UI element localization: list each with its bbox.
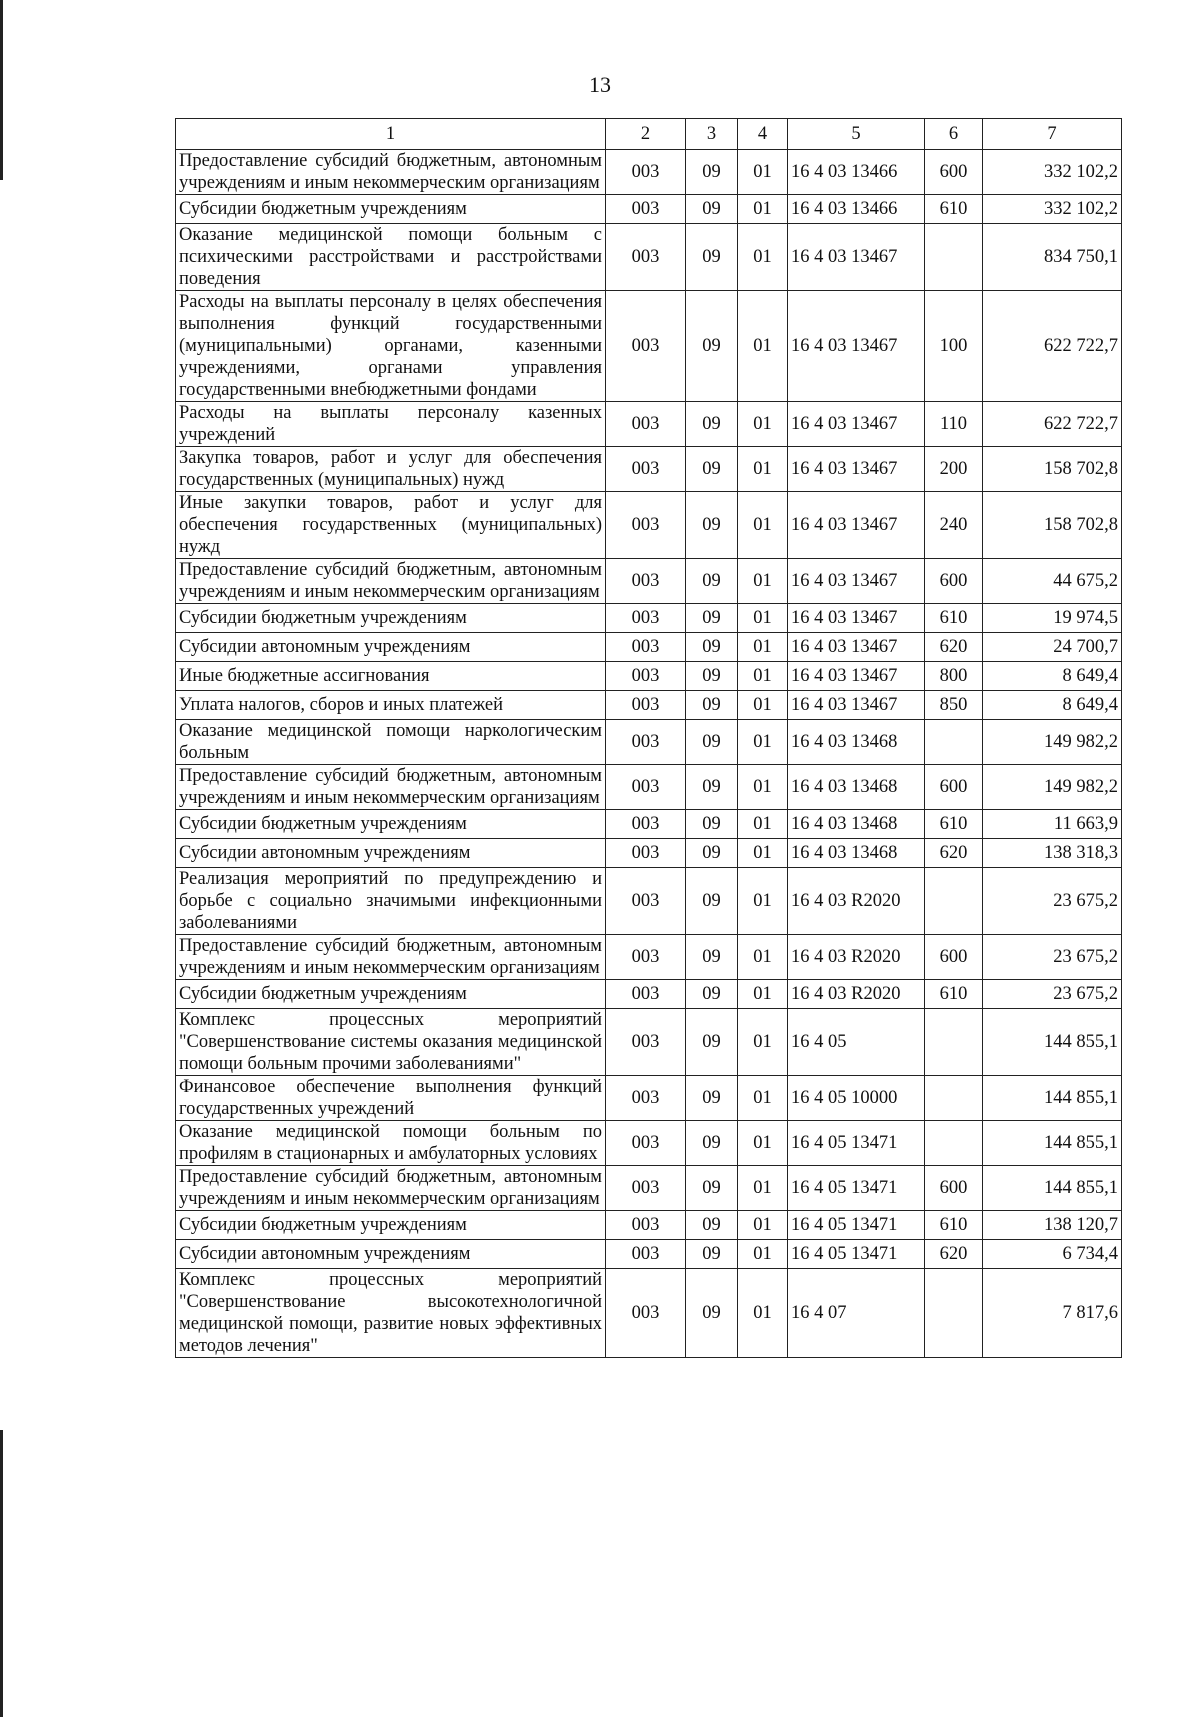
row-amount: 11 663,9 xyxy=(983,810,1122,839)
row-target-article: 16 4 03 13467 xyxy=(788,662,925,691)
row-name: Реализация мероприятий по предупреждению и борьбе с социально значимыми инфекционными заболеваниями xyxy=(176,868,606,935)
row-amount: 23 675,2 xyxy=(983,868,1122,935)
table-row xyxy=(176,1269,1122,1358)
row-subsection: 01 xyxy=(738,839,788,868)
row-amount: 834 750,1 xyxy=(983,224,1122,291)
row-target-article: 16 4 03 13467 xyxy=(788,559,925,604)
row-ministry: 003 xyxy=(606,447,686,492)
table-row xyxy=(176,765,1122,810)
row-name: Расходы на выплаты персоналу казенных учреждений xyxy=(176,402,606,447)
row-name: Предоставление субсидий бюджетным, автономным учреждениям и иным некоммерческим организациям xyxy=(176,150,606,195)
row-name: Иные бюджетные ассигнования xyxy=(176,662,606,691)
row-name: Закупка товаров, работ и услуг для обеспечения государственных (муниципальных) нужд xyxy=(176,447,606,492)
row-target-article: 16 4 03 13467 xyxy=(788,492,925,559)
table-row xyxy=(176,839,1122,868)
row-ministry: 003 xyxy=(606,150,686,195)
row-amount: 138 120,7 xyxy=(983,1211,1122,1240)
row-name: Расходы на выплаты персоналу в целях обеспечения выполнения функций государственными (муниципальными) органами, казенными учреждениями, органами управления государственными внебюджетными фондами xyxy=(176,291,606,402)
row-subsection: 01 xyxy=(738,1211,788,1240)
row-amount: 158 702,8 xyxy=(983,447,1122,492)
row-subsection: 01 xyxy=(738,402,788,447)
table-row xyxy=(176,1076,1122,1121)
row-amount: 7 817,6 xyxy=(983,1269,1122,1358)
row-ministry: 003 xyxy=(606,765,686,810)
row-subsection: 01 xyxy=(738,1166,788,1211)
row-expense-type: 610 xyxy=(925,604,983,633)
row-section: 09 xyxy=(686,1076,738,1121)
row-ministry: 003 xyxy=(606,935,686,980)
table-row xyxy=(176,1240,1122,1269)
row-expense-type: 600 xyxy=(925,935,983,980)
row-section: 09 xyxy=(686,839,738,868)
row-name: Субсидии автономным учреждениям xyxy=(176,839,606,868)
row-section: 09 xyxy=(686,447,738,492)
row-amount: 158 702,8 xyxy=(983,492,1122,559)
row-target-article: 16 4 03 13468 xyxy=(788,839,925,868)
row-expense-type: 100 xyxy=(925,291,983,402)
row-subsection: 01 xyxy=(738,559,788,604)
row-name: Предоставление субсидий бюджетным, автономным учреждениям и иным некоммерческим организациям xyxy=(176,559,606,604)
row-target-article: 16 4 03 R2020 xyxy=(788,980,925,1009)
row-subsection: 01 xyxy=(738,810,788,839)
row-ministry: 003 xyxy=(606,633,686,662)
row-ministry: 003 xyxy=(606,195,686,224)
row-subsection: 01 xyxy=(738,720,788,765)
row-name: Предоставление субсидий бюджетным, автономным учреждениям и иным некоммерческим организациям xyxy=(176,1166,606,1211)
row-expense-type xyxy=(925,720,983,765)
row-target-article: 16 4 03 13468 xyxy=(788,810,925,839)
row-ministry: 003 xyxy=(606,224,686,291)
row-amount: 144 855,1 xyxy=(983,1076,1122,1121)
row-section: 09 xyxy=(686,224,738,291)
row-section: 09 xyxy=(686,810,738,839)
row-ministry: 003 xyxy=(606,1211,686,1240)
row-name: Оказание медицинской помощи больным по профилям в стационарных и амбулаторных условиях xyxy=(176,1121,606,1166)
row-ministry: 003 xyxy=(606,839,686,868)
row-expense-type: 110 xyxy=(925,402,983,447)
header-cell: 1 xyxy=(176,119,606,150)
row-subsection: 01 xyxy=(738,492,788,559)
row-section: 09 xyxy=(686,662,738,691)
row-ministry: 003 xyxy=(606,1009,686,1076)
row-expense-type: 800 xyxy=(925,662,983,691)
table-row xyxy=(176,604,1122,633)
table-row xyxy=(176,447,1122,492)
row-ministry: 003 xyxy=(606,1269,686,1358)
row-name: Предоставление субсидий бюджетным, автономным учреждениям и иным некоммерческим организациям xyxy=(176,935,606,980)
row-target-article: 16 4 03 13467 xyxy=(788,604,925,633)
row-target-article: 16 4 03 13467 xyxy=(788,224,925,291)
table-row xyxy=(176,662,1122,691)
row-ministry: 003 xyxy=(606,559,686,604)
row-ministry: 003 xyxy=(606,1166,686,1211)
row-section: 09 xyxy=(686,980,738,1009)
row-amount: 138 318,3 xyxy=(983,839,1122,868)
row-amount: 144 855,1 xyxy=(983,1009,1122,1076)
row-amount: 8 649,4 xyxy=(983,662,1122,691)
row-ministry: 003 xyxy=(606,868,686,935)
row-subsection: 01 xyxy=(738,662,788,691)
row-expense-type: 600 xyxy=(925,150,983,195)
row-expense-type xyxy=(925,1121,983,1166)
row-section: 09 xyxy=(686,291,738,402)
row-expense-type: 610 xyxy=(925,980,983,1009)
row-section: 09 xyxy=(686,633,738,662)
row-name: Субсидии бюджетным учреждениям xyxy=(176,980,606,1009)
row-expense-type xyxy=(925,868,983,935)
row-section: 09 xyxy=(686,1121,738,1166)
row-amount: 149 982,2 xyxy=(983,765,1122,810)
table-row xyxy=(176,492,1122,559)
row-amount: 144 855,1 xyxy=(983,1121,1122,1166)
row-name: Предоставление субсидий бюджетным, автономным учреждениям и иным некоммерческим организациям xyxy=(176,765,606,810)
row-section: 09 xyxy=(686,492,738,559)
table-row xyxy=(176,402,1122,447)
row-target-article: 16 4 07 xyxy=(788,1269,925,1358)
row-subsection: 01 xyxy=(738,1076,788,1121)
row-amount: 6 734,4 xyxy=(983,1240,1122,1269)
row-subsection: 01 xyxy=(738,868,788,935)
row-expense-type: 600 xyxy=(925,1166,983,1211)
row-target-article: 16 4 03 13466 xyxy=(788,150,925,195)
row-section: 09 xyxy=(686,765,738,810)
row-subsection: 01 xyxy=(738,765,788,810)
row-target-article: 16 4 03 R2020 xyxy=(788,935,925,980)
row-section: 09 xyxy=(686,1211,738,1240)
row-target-article: 16 4 05 xyxy=(788,1009,925,1076)
row-target-article: 16 4 03 13467 xyxy=(788,691,925,720)
row-subsection: 01 xyxy=(738,1009,788,1076)
row-section: 09 xyxy=(686,1166,738,1211)
row-section: 09 xyxy=(686,604,738,633)
row-target-article: 16 4 05 13471 xyxy=(788,1240,925,1269)
row-expense-type: 610 xyxy=(925,1211,983,1240)
header-cell: 5 xyxy=(788,119,925,150)
row-target-article: 16 4 05 10000 xyxy=(788,1076,925,1121)
row-ministry: 003 xyxy=(606,720,686,765)
row-target-article: 16 4 05 13471 xyxy=(788,1166,925,1211)
row-section: 09 xyxy=(686,1240,738,1269)
table-row xyxy=(176,1009,1122,1076)
row-target-article: 16 4 03 13467 xyxy=(788,447,925,492)
table-row xyxy=(176,691,1122,720)
row-expense-type: 200 xyxy=(925,447,983,492)
table-row xyxy=(176,980,1122,1009)
row-amount: 44 675,2 xyxy=(983,559,1122,604)
row-ministry: 003 xyxy=(606,291,686,402)
row-expense-type: 620 xyxy=(925,633,983,662)
table-row xyxy=(176,810,1122,839)
row-target-article: 16 4 05 13471 xyxy=(788,1121,925,1166)
row-amount: 332 102,2 xyxy=(983,195,1122,224)
row-amount: 332 102,2 xyxy=(983,150,1122,195)
row-name: Оказание медицинской помощи наркологическим больным xyxy=(176,720,606,765)
row-subsection: 01 xyxy=(738,447,788,492)
table-row xyxy=(176,150,1122,195)
row-section: 09 xyxy=(686,150,738,195)
row-expense-type: 600 xyxy=(925,765,983,810)
row-name: Субсидии автономным учреждениям xyxy=(176,633,606,662)
table-row xyxy=(176,633,1122,662)
row-ministry: 003 xyxy=(606,1076,686,1121)
row-subsection: 01 xyxy=(738,291,788,402)
row-expense-type xyxy=(925,1076,983,1121)
budget-table xyxy=(175,118,1122,1358)
row-ministry: 003 xyxy=(606,604,686,633)
table-row xyxy=(176,291,1122,402)
row-ministry: 003 xyxy=(606,1240,686,1269)
page-number: 13 xyxy=(589,72,611,97)
row-target-article: 16 4 03 13468 xyxy=(788,765,925,810)
row-amount: 24 700,7 xyxy=(983,633,1122,662)
row-expense-type: 240 xyxy=(925,492,983,559)
row-section: 09 xyxy=(686,1269,738,1358)
table-row xyxy=(176,224,1122,291)
row-section: 09 xyxy=(686,402,738,447)
row-section: 09 xyxy=(686,1009,738,1076)
header-cell: 2 xyxy=(606,119,686,150)
header-cell: 3 xyxy=(686,119,738,150)
row-ministry: 003 xyxy=(606,1121,686,1166)
row-target-article: 16 4 03 13468 xyxy=(788,720,925,765)
row-expense-type xyxy=(925,1269,983,1358)
row-section: 09 xyxy=(686,935,738,980)
row-name: Комплекс процессных мероприятий "Совершенствование высокотехнологичной медицинской помощи, развитие новых эффективных методов лечения" xyxy=(176,1269,606,1358)
row-section: 09 xyxy=(686,720,738,765)
row-section: 09 xyxy=(686,559,738,604)
row-amount: 622 722,7 xyxy=(983,291,1122,402)
row-name: Комплекс процессных мероприятий "Совершенствование системы оказания медицинской помощи больным прочими заболеваниями" xyxy=(176,1009,606,1076)
table-row xyxy=(176,195,1122,224)
row-name: Иные закупки товаров, работ и услуг для обеспечения государственных (муниципальных) нужд xyxy=(176,492,606,559)
table-row xyxy=(176,1121,1122,1166)
row-section: 09 xyxy=(686,868,738,935)
header-cell: 7 xyxy=(983,119,1122,150)
row-amount: 8 649,4 xyxy=(983,691,1122,720)
row-target-article: 16 4 03 13466 xyxy=(788,195,925,224)
row-amount: 23 675,2 xyxy=(983,980,1122,1009)
row-subsection: 01 xyxy=(738,195,788,224)
row-amount: 19 974,5 xyxy=(983,604,1122,633)
row-amount: 144 855,1 xyxy=(983,1166,1122,1211)
row-name: Субсидии бюджетным учреждениям xyxy=(176,1211,606,1240)
row-expense-type: 610 xyxy=(925,810,983,839)
row-name: Субсидии бюджетным учреждениям xyxy=(176,195,606,224)
row-subsection: 01 xyxy=(738,1121,788,1166)
row-name: Субсидии автономным учреждениям xyxy=(176,1240,606,1269)
table-row xyxy=(176,1211,1122,1240)
row-expense-type xyxy=(925,1009,983,1076)
table-row xyxy=(176,935,1122,980)
row-section: 09 xyxy=(686,195,738,224)
row-subsection: 01 xyxy=(738,691,788,720)
table-row xyxy=(176,720,1122,765)
row-amount: 622 722,7 xyxy=(983,402,1122,447)
row-amount: 23 675,2 xyxy=(983,935,1122,980)
row-amount: 149 982,2 xyxy=(983,720,1122,765)
row-expense-type: 600 xyxy=(925,559,983,604)
row-expense-type: 620 xyxy=(925,1240,983,1269)
row-expense-type: 620 xyxy=(925,839,983,868)
row-section: 09 xyxy=(686,691,738,720)
table-body xyxy=(176,150,1122,1358)
row-ministry: 003 xyxy=(606,810,686,839)
row-subsection: 01 xyxy=(738,1269,788,1358)
row-name: Уплата налогов, сборов и иных платежей xyxy=(176,691,606,720)
header-cell: 4 xyxy=(738,119,788,150)
row-ministry: 003 xyxy=(606,662,686,691)
row-ministry: 003 xyxy=(606,402,686,447)
row-name: Финансовое обеспечение выполнения функций государственных учреждений xyxy=(176,1076,606,1121)
row-target-article: 16 4 03 13467 xyxy=(788,633,925,662)
row-ministry: 003 xyxy=(606,492,686,559)
row-name: Оказание медицинской помощи больным с психическими расстройствами и расстройствами поведения xyxy=(176,224,606,291)
row-ministry: 003 xyxy=(606,980,686,1009)
row-subsection: 01 xyxy=(738,935,788,980)
row-name: Субсидии бюджетным учреждениям xyxy=(176,810,606,839)
header-cell: 6 xyxy=(925,119,983,150)
table-header-row xyxy=(176,119,1122,150)
row-subsection: 01 xyxy=(738,224,788,291)
table-row xyxy=(176,1166,1122,1211)
row-target-article: 16 4 03 13467 xyxy=(788,291,925,402)
row-subsection: 01 xyxy=(738,604,788,633)
row-name: Субсидии бюджетным учреждениям xyxy=(176,604,606,633)
scan-margin-line-bottom xyxy=(0,1430,3,1717)
row-expense-type xyxy=(925,224,983,291)
row-ministry: 003 xyxy=(606,691,686,720)
row-subsection: 01 xyxy=(738,633,788,662)
row-expense-type: 610 xyxy=(925,195,983,224)
row-expense-type: 850 xyxy=(925,691,983,720)
row-subsection: 01 xyxy=(738,150,788,195)
table-row xyxy=(176,868,1122,935)
row-target-article: 16 4 05 13471 xyxy=(788,1211,925,1240)
row-subsection: 01 xyxy=(738,980,788,1009)
row-target-article: 16 4 03 R2020 xyxy=(788,868,925,935)
table-row xyxy=(176,559,1122,604)
row-target-article: 16 4 03 13467 xyxy=(788,402,925,447)
row-subsection: 01 xyxy=(738,1240,788,1269)
